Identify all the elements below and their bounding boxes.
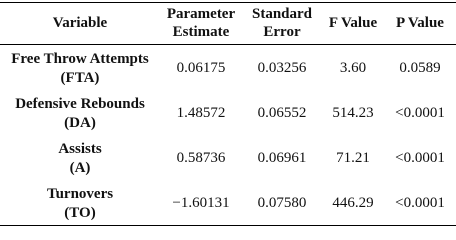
header-standard-error: Standard Error xyxy=(251,6,313,40)
header-parameter-estimate: Parameter Estimate xyxy=(166,6,236,40)
top-rule xyxy=(0,2,456,3)
row-1-estimate: 0.06175 xyxy=(176,60,226,76)
bottom-rule xyxy=(0,225,456,226)
row-2-estimate: 1.48572 xyxy=(176,105,226,121)
row-4-p-value: <0.0001 xyxy=(395,195,445,211)
header-variable: Variable xyxy=(52,15,108,31)
header-p-value: P Value xyxy=(396,15,444,31)
row-2-p-value: <0.0001 xyxy=(395,105,445,121)
row-3-variable: Assists (A) xyxy=(58,141,102,176)
row-3-p-value: <0.0001 xyxy=(395,150,445,166)
row-3-std-error: 0.06961 xyxy=(257,150,307,166)
row-2-f-value: 514.23 xyxy=(332,105,374,121)
header-rule xyxy=(0,44,456,45)
row-1-p-value: 0.0589 xyxy=(399,60,441,76)
row-1-std-error: 0.03256 xyxy=(257,60,307,76)
row-1-f-value: 3.60 xyxy=(339,60,367,76)
row-3-estimate: 0.58736 xyxy=(176,150,226,166)
row-2-std-error: 0.06552 xyxy=(257,105,307,121)
header-f-value: F Value xyxy=(328,15,378,31)
row-1-variable: Free Throw Attempts (FTA) xyxy=(11,51,149,86)
row-4-estimate: −1.60131 xyxy=(172,195,230,211)
row-4-variable: Turnovers (TO) xyxy=(46,186,114,221)
row-4-f-value: 446.29 xyxy=(332,195,374,211)
row-2-variable: Defensive Rebounds (DA) xyxy=(15,96,145,131)
row-3-f-value: 71.21 xyxy=(336,150,370,166)
row-4-std-error: 0.07580 xyxy=(257,195,307,211)
